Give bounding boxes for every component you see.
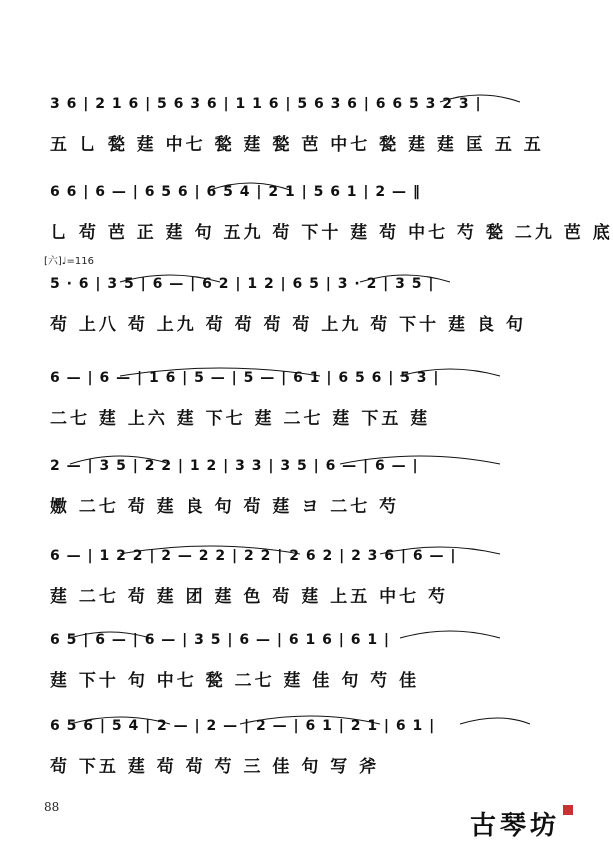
tablature-line: 嫐 二七 茍 莛 良 句 茍 莛 ヨ 二七 芍 [50, 497, 400, 517]
tablature-line: 二七 莛 上六 莛 下七 莛 二七 莛 下五 莛 [50, 409, 431, 429]
tablature-line: 茍 下五 莛 茍 茍 芍 三 佳 句 写 斧 [50, 757, 380, 777]
number-notation-line: 2 — | 3 5 | 2 2 | 1 2 | 3 3 | 3 5 | 6 — | 6 — | [50, 458, 419, 474]
music-system-1 [50, 96, 544, 164]
page-number: 88 [44, 800, 60, 814]
music-system-7 [50, 632, 540, 700]
tablature-line: 五 乚 甃 莛 中七 甃 莛 甃 芭 中七 甃 莛 莛 匡 五 五 [50, 135, 544, 155]
watermark-logo [470, 805, 573, 842]
number-notation-line: 5 · 6 | 3 5 | 6 — | 6 2 | 1 2 | 6 5 | 3 · 2 | 3 5 | [50, 276, 435, 292]
section-marker: [六]♩=116 [44, 256, 94, 267]
tablature-line: 莛 下十 句 中七 甃 二七 莛 佳 句 芍 佳 [50, 671, 420, 691]
music-system-4 [50, 370, 540, 438]
music-system-5 [50, 458, 540, 526]
number-notation-line: 6 — | 1 2 2 | 2 — 2 2 | 2 2 | 2 6 2 | 2 3 6 | 6 — | [50, 548, 457, 564]
tablature-line: 莛 二七 茍 莛 团 莛 色 茍 莛 上五 中七 芍 [50, 587, 449, 607]
watermark-text: 古琴坊 [470, 811, 561, 841]
music-system-8 [50, 718, 540, 786]
number-notation-line: 3 6 | 2 1 6 | 5 6 3 6 | 1 1 6 | 5 6 3 6 | 6 6 5 3 2 3 | [50, 96, 482, 112]
tablature-line: 乚 茍 芭 正 莛 句 五九 茍 下十 莛 茍 中七 芍 甃 二九 芭 底 [50, 223, 613, 243]
music-system-6 [50, 548, 540, 616]
number-notation-line: 6 5 6 | 5 4 | 2 — | 2 — | 2 — | 6 1 | 2 1 | 6 1 | [50, 718, 436, 734]
number-notation-line: 6 5 | 6 — | 6 — | 3 5 | 6 — | 6 1 6 | 6 1 | [50, 632, 391, 648]
music-system-3 [50, 276, 540, 344]
tablature-line: 茍 上八 茍 上九 茍 茍 茍 茍 上九 茍 下十 莛 良 句 [50, 315, 526, 335]
music-system-2 [50, 184, 613, 252]
number-notation-line: 6 6 | 6 — | 6 5 6 | 6 5 4 | 2 1 | 5 6 1 | 2 — ‖ [50, 184, 421, 200]
seal-icon [563, 805, 573, 815]
number-notation-line: 6 — | 6 — | 1 6 | 5 — | 5 — | 6 1 | 6 5 6 | 5 3 | [50, 370, 440, 386]
